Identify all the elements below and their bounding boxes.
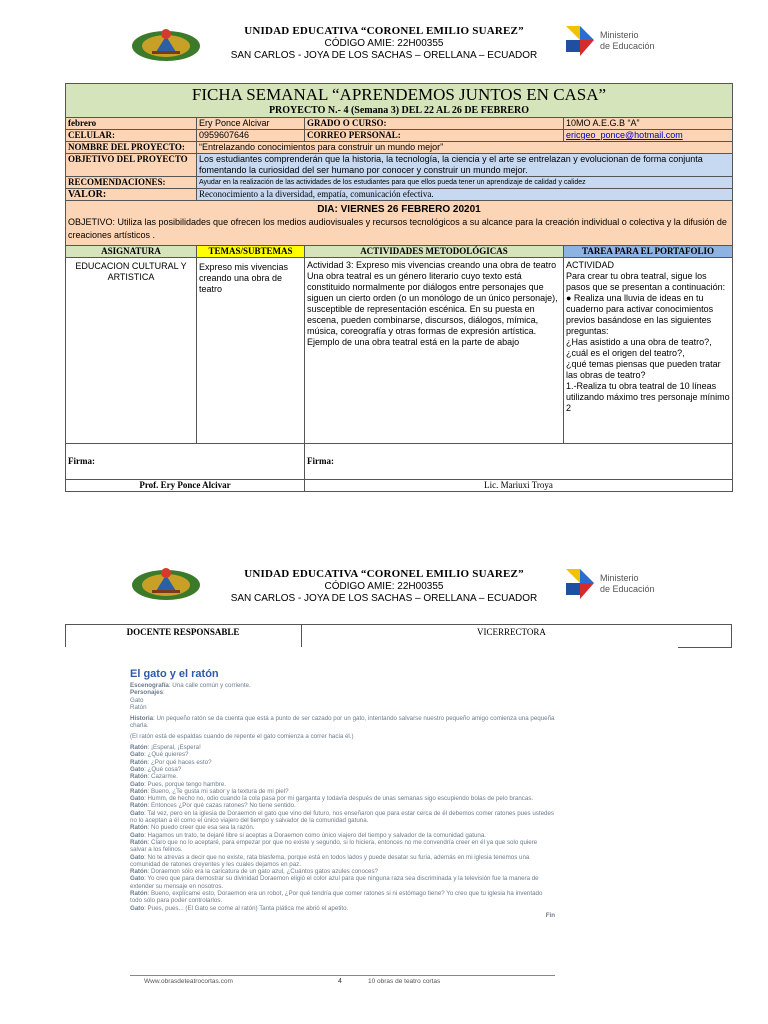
- docente-strip: [65, 624, 732, 647]
- ministry-logo-2: [566, 569, 664, 609]
- speech-text: : Yo creo que para demostrar su divinidad Doraemon eligió el color azul para que ninguna raza sea discriminada y la televisión fue la manera de extender su mensaje en nosotros.: [130, 875, 539, 890]
- speaker-name: Ratón: [130, 744, 148, 752]
- speaker-name: Gato: [130, 809, 145, 817]
- recommendations-value: Ayudar en la realización de las actividades de los estudiantes para que ellos pueda tener un aprendizaje de calidad y calidez: [197, 177, 733, 189]
- signer-right: Lic. Mariuxi Troya: [305, 480, 733, 492]
- play-scan: El gato y el ratón Escenografía: Una calle común y corriente. Personajes: Gato Ratón Historia: Un pequeño ratón se da cuenta que está a punto de ser cazado por un gato, intentando salvarse nuestro pequeño amigo comienza una pequeña charla. (El ratón está de espaldas cuando de repente el gato comienza a correr hacia él.) Ratón: ¡Esperal, ¡Espera! Gato: ¿Qué quieres? Ratón: ¿Por qué haces esto? Gato: ¿Qué cosa? Ratón: Cazarme. Gato: Pues, porque tengo hambre. Ratón: Bueno, ¿Te gusta mi sabor y la textura de mi piel? Gato: Humm, de hecho no, odio cuando la cola pasa por mi garganta y todavía después de unas semanas sigo escupiendo bolas de pelo brancas. Ratón: Entonces ¿Por qué cazas ratones? No tiene sentido. Gato: Tal vez, pero en la iglesia de Doraemon el gato que vino del futuro, nos enseñaron que para estar cerca de él debemos comer ratones pues ustedes no lo aceptan a él como el único viajero del tiempo y salvador de la comunidad gatuna. Ratón: No puedo creer que esa sea la razón. Gato: Hagamos un trato, te dejaré libre si aceptas a Doraemon como único viajero del tiempo y salvador de la comunidad gatuna. Ratón: Claro que no lo aceptaré, para empezar por que no existe y segundo, si lo hiciera, entonces no me convendría creer en él ya que solo quiere salvar a los felinos. Gato: No te atrevas a decir que no existe, rata blasfema, porque está en todos lados y puede desatar su furia, además en mi iglesia tenemos una comunidad de ratones creyentes y les cuales dejamos en paz. Ratón: Doraemon sólo era la caricatura de un gato azul, ¿Cuántos gatos azules conoces? Gato: Yo creo que para demostrar su divinidad Doraemon eligió el color azul para que ninguna raza sea discriminada y la televisión fue la manera de extender su mensaje en nosotros. Ratón: Bueno, explícame esto, Doraemon era un robot, ¿Por qué tendría que comer ratones si ni estómago tiene? Yo creo que tu iglesia ha inventado todo sólo para poder controlarlos. Gato: Pues, pues... (El Gato se come al ratón) Tanta plática me abrió el apetito. Fin Www.obrasdeteatrocortas.com 4 10 obras de teatro cortas: [130, 668, 555, 985]
- footer-website: Www.obrasdeteatrocortas.com: [144, 978, 233, 985]
- objective-label: OBJETIVO DEL PROYECTO: [66, 154, 197, 177]
- speech-text: : Bueno, explícame esto, Doraemon era un robot, ¿Por qué tendría que comer ratones si ni estómago tiene? Yo creo que tu iglesia ha inventado todo sólo para poder controlarlos.: [130, 890, 543, 905]
- speech-text: : Cazarme.: [147, 773, 178, 781]
- firma-right: Firma:: [305, 444, 733, 480]
- col-header-topics: TEMAS/SUBTEMAS: [197, 246, 305, 258]
- speech-text: : Pues, porque tengo hambre.: [144, 780, 226, 788]
- objective-value: Los estudiantes comprenderán que la historia, la tecnología, la ciencia y el arte se entrelazan y evolucionan de forma conjunta fomentando la curiosidad del ser humano por conocer y construir un mundo mejor.: [197, 154, 733, 177]
- signer-left: Prof. Ery Ponce Alcivar: [66, 480, 305, 492]
- speech-text: : Bueno, ¿Te gusta mi sabor y la textura de mi piel?: [147, 787, 289, 795]
- stage-direction: (El ratón está de espaldas cuando de repente el gato comienza a correr hacia él.): [130, 732, 354, 740]
- story-label: Historia: [130, 715, 154, 723]
- dialogue-line: [130, 802, 555, 809]
- scenery-label: Escenografía: [130, 682, 169, 689]
- recommendations-label: RECOMENDACIONES:: [66, 177, 197, 189]
- subject-cell: EDUCACION CULTURAL Y ARTISTICA: [66, 258, 197, 444]
- dialogue-line: [130, 795, 555, 802]
- firma-left: Firma:: [66, 444, 305, 480]
- scenery-text: : Una calle común y corriente.: [168, 682, 251, 689]
- value-value: Reconocimiento a la diversidad, empatía, comunicación efectiva.: [197, 189, 733, 201]
- dialogue-line: [130, 854, 555, 869]
- speech-text: : ¡Esperal, ¡Espera!: [147, 744, 201, 752]
- cell-value: 0959607646: [197, 130, 305, 142]
- grade-value: 10MO A.E.G.B “A”: [564, 118, 733, 130]
- speech-text: : Doraemon sólo era la caricatura de un gato azul, ¿Cuántos gatos azules conoces?: [147, 868, 378, 876]
- scan-footer: [130, 970, 555, 986]
- speaker-name: Ratón: [130, 868, 148, 876]
- day-objective: OBJETIVO: Utiliza las posibilidades que ofrecen los medios audiovisuales y recursos tecnológicos a su alcance para la creación individual o colectiva y la difusión de creaciones artísticos .: [68, 217, 727, 240]
- speech-text: : Pues, pues... (El Gato se come al ratón) Tanta plática me abrió el apetito.: [144, 904, 349, 912]
- dialogue-line: [130, 810, 555, 825]
- speech-text: : Humm, de hecho no, odio cuando la cola pasa por mi garganta y todavía después de unas semanas sigo escupiendo bolas de pelo brancas.: [144, 795, 534, 803]
- col-header-activities: ACTIVIDADES METODOLÓGICAS: [305, 246, 564, 258]
- school-code-2: CÓDIGO AMIE: 22H00355: [324, 581, 444, 592]
- character-1: Gato: [130, 696, 144, 704]
- speech-text: : No puedo creer que esa sea la razón.: [147, 824, 255, 832]
- speaker-name: Gato: [130, 765, 145, 773]
- cell-label: CELULAR:: [66, 130, 197, 142]
- email-link[interactable]: ericgeo_ponce@hotmail.com: [566, 130, 683, 140]
- character-2: Ratón: [130, 703, 147, 711]
- speech-text: : Claro que no lo aceptaré, para empezar por que no existe y segundo, si lo hiciera, entonces no me convendría creer en él ya que solo quiere salvar a los felinos.: [130, 838, 538, 854]
- play-title: El gato y el ratón: [130, 668, 219, 680]
- docente-label: DOCENTE RESPONSABLE: [126, 627, 240, 637]
- speech-text: : ¿Qué quieres?: [144, 751, 189, 759]
- school-location: SAN CARLOS - JOYA DE LOS SACHAS – ORELLANA – ECUADOR: [230, 50, 538, 61]
- speaker-name: Ratón: [130, 890, 148, 898]
- dialogue-line: [130, 832, 555, 839]
- footer-booktitle: 10 obras de teatro cortas: [368, 978, 441, 985]
- ministry-logo: [566, 26, 664, 66]
- footer-page: 4: [338, 978, 342, 985]
- speaker-name: Gato: [130, 751, 145, 759]
- speaker-name: Ratón: [130, 824, 148, 832]
- speaker-name: Gato: [130, 780, 145, 788]
- speech-text: : Tal vez, pero en la iglesia de Doraemon el gato que vino del futuro, nos enseñaron que para estar cerca de él debemos comer ratones pues ustedes no lo aceptan a él como el único viajero del tiempo y salvador de la comunidad gatuna.: [130, 809, 554, 825]
- portfolio-cell: ACTIVIDAD Para crear tu obra teatral, sigue los pasos que se presentan a continuación: ● Realiza una lluvia de ideas en tu cuaderno para activar conocimientos previos basándose en las siguientes preguntas: ¿Has asistido a una obra de teatro?, ¿cuál es el origen del teatro?, ¿qué temas piensas que pueden tratar las obras de teatro? 1.-Realiza tu obra teatral de 10 líneas utilizando máximo tres personaje mínimo 2: [564, 258, 733, 444]
- dialogue: [130, 744, 555, 912]
- dialogue-line: [130, 751, 555, 758]
- speaker-name: Ratón: [130, 773, 148, 781]
- dialogue-line: [130, 905, 555, 912]
- speaker-name: Ratón: [130, 802, 148, 810]
- speaker-name: Gato: [130, 831, 145, 839]
- day-heading: DIA: VIERNES 26 FEBRERO 20201: [317, 204, 481, 215]
- ministry-line2-2: de Educación: [600, 584, 655, 594]
- speech-text: : ¿Qué cosa?: [144, 765, 182, 773]
- speech-text: : ¿Por qué haces esto?: [147, 758, 212, 766]
- activities-cell: Actividad 3: Expreso mis vivencias creando una obra de teatro Una obra teatral es un género literario cuyo texto está constituido normalmente por diálogos entre personajes que siguen un cierto orden (o un monólogo de un único personaje), susceptible de representación escénica. En su puesta en escena, pueden combinarse, discursos, diálogos, mímica, música, coreografía y otras formas de expresión artística. Ejemplo de una obra teatral está en la parte de abajo: [305, 258, 564, 444]
- weekly-worksheet-table: [65, 83, 733, 492]
- speaker-name: Gato: [130, 853, 145, 861]
- characters-label: Personajes: [130, 689, 164, 697]
- worksheet-subtitle: PROYECTO N.- 4 (Semana 3) DEL 22 AL 26 DE FEBRERO: [268, 105, 530, 116]
- school-name-2: UNIDAD EDUCATIVA “CORONEL EMILIO SUAREZ”: [244, 568, 524, 580]
- topic-cell: Expreso mis vivencias creando una obra de teatro: [197, 258, 305, 444]
- dialogue-line: [130, 824, 555, 831]
- dialogue-line: [130, 875, 555, 890]
- dialogue-line: [130, 744, 555, 751]
- dialogue-line: [130, 759, 555, 766]
- teacher-name: Ery Ponce Alcivar: [197, 118, 305, 130]
- school-name: UNIDAD EDUCATIVA “CORONEL EMILIO SUAREZ”: [244, 25, 524, 37]
- project-label: NOMBRE DEL PROYECTO:: [66, 142, 197, 154]
- vicerrectora-label: VICERRECTORA: [477, 627, 546, 637]
- story-text: : Un pequeño ratón se da cuenta que está a punto de ser cazado por un gato, intentando salvarse nuestro pequeño amigo comienza una pequeña charla.: [130, 715, 555, 730]
- worksheet-title: FICHA SEMANAL “APRENDEMOS JUNTOS EN CASA”: [191, 85, 607, 104]
- school-code: CÓDIGO AMIE: 22H00355: [324, 38, 444, 49]
- speaker-name: Gato: [130, 875, 145, 883]
- grade-label: GRADO O CURSO:: [305, 118, 564, 130]
- col-header-subject: ASIGNATURA: [66, 246, 197, 258]
- dialogue-line: [130, 773, 555, 780]
- fin-mark: Fin: [545, 911, 555, 919]
- speech-text: : Entonces ¿Por qué cazas ratones? No tiene sentido.: [147, 802, 296, 810]
- dialogue-line: [130, 788, 555, 795]
- ministry-line1-2: Ministerio: [600, 573, 639, 583]
- speaker-name: Ratón: [130, 758, 148, 766]
- school-location-2: SAN CARLOS - JOYA DE LOS SACHAS – ORELLANA – ECUADOR: [230, 593, 538, 604]
- dialogue-line: [130, 890, 555, 905]
- speech-text: : No te atrevas a decir que no existe, rata blasfema, porque está en todos lados y puede desatar su furia, además en mi iglesia tenemos una comunidad de ratones creyentes y les cuales dejamos en paz.: [130, 853, 530, 868]
- col-header-portfolio: TAREA PARA EL PORTAFOLIO: [564, 246, 733, 258]
- speaker-name: Ratón: [130, 838, 148, 846]
- value-label: VALOR:: [66, 189, 197, 201]
- project-value: “Entrelazando conocimientos para construir un mundo mejor”: [197, 142, 733, 154]
- speaker-name: Gato: [130, 795, 145, 803]
- email-label: CORREO PERSONAL:: [305, 130, 564, 142]
- dialogue-line: [130, 766, 555, 773]
- dialogue-line: [130, 781, 555, 788]
- dialogue-line: [130, 839, 555, 854]
- speaker-name: Ratón: [130, 787, 148, 795]
- month-label: febrero: [66, 118, 197, 130]
- ministry-line1: Ministerio: [600, 30, 639, 40]
- speech-text: : Hagamos un trato, te dejaré libre si aceptas a Doraemon como único viajero del tiempo y salvador de la comunidad gatuna.: [144, 831, 486, 839]
- dialogue-line: [130, 868, 555, 875]
- speaker-name: Gato: [130, 904, 145, 912]
- ministry-line2: de Educación: [600, 41, 655, 51]
